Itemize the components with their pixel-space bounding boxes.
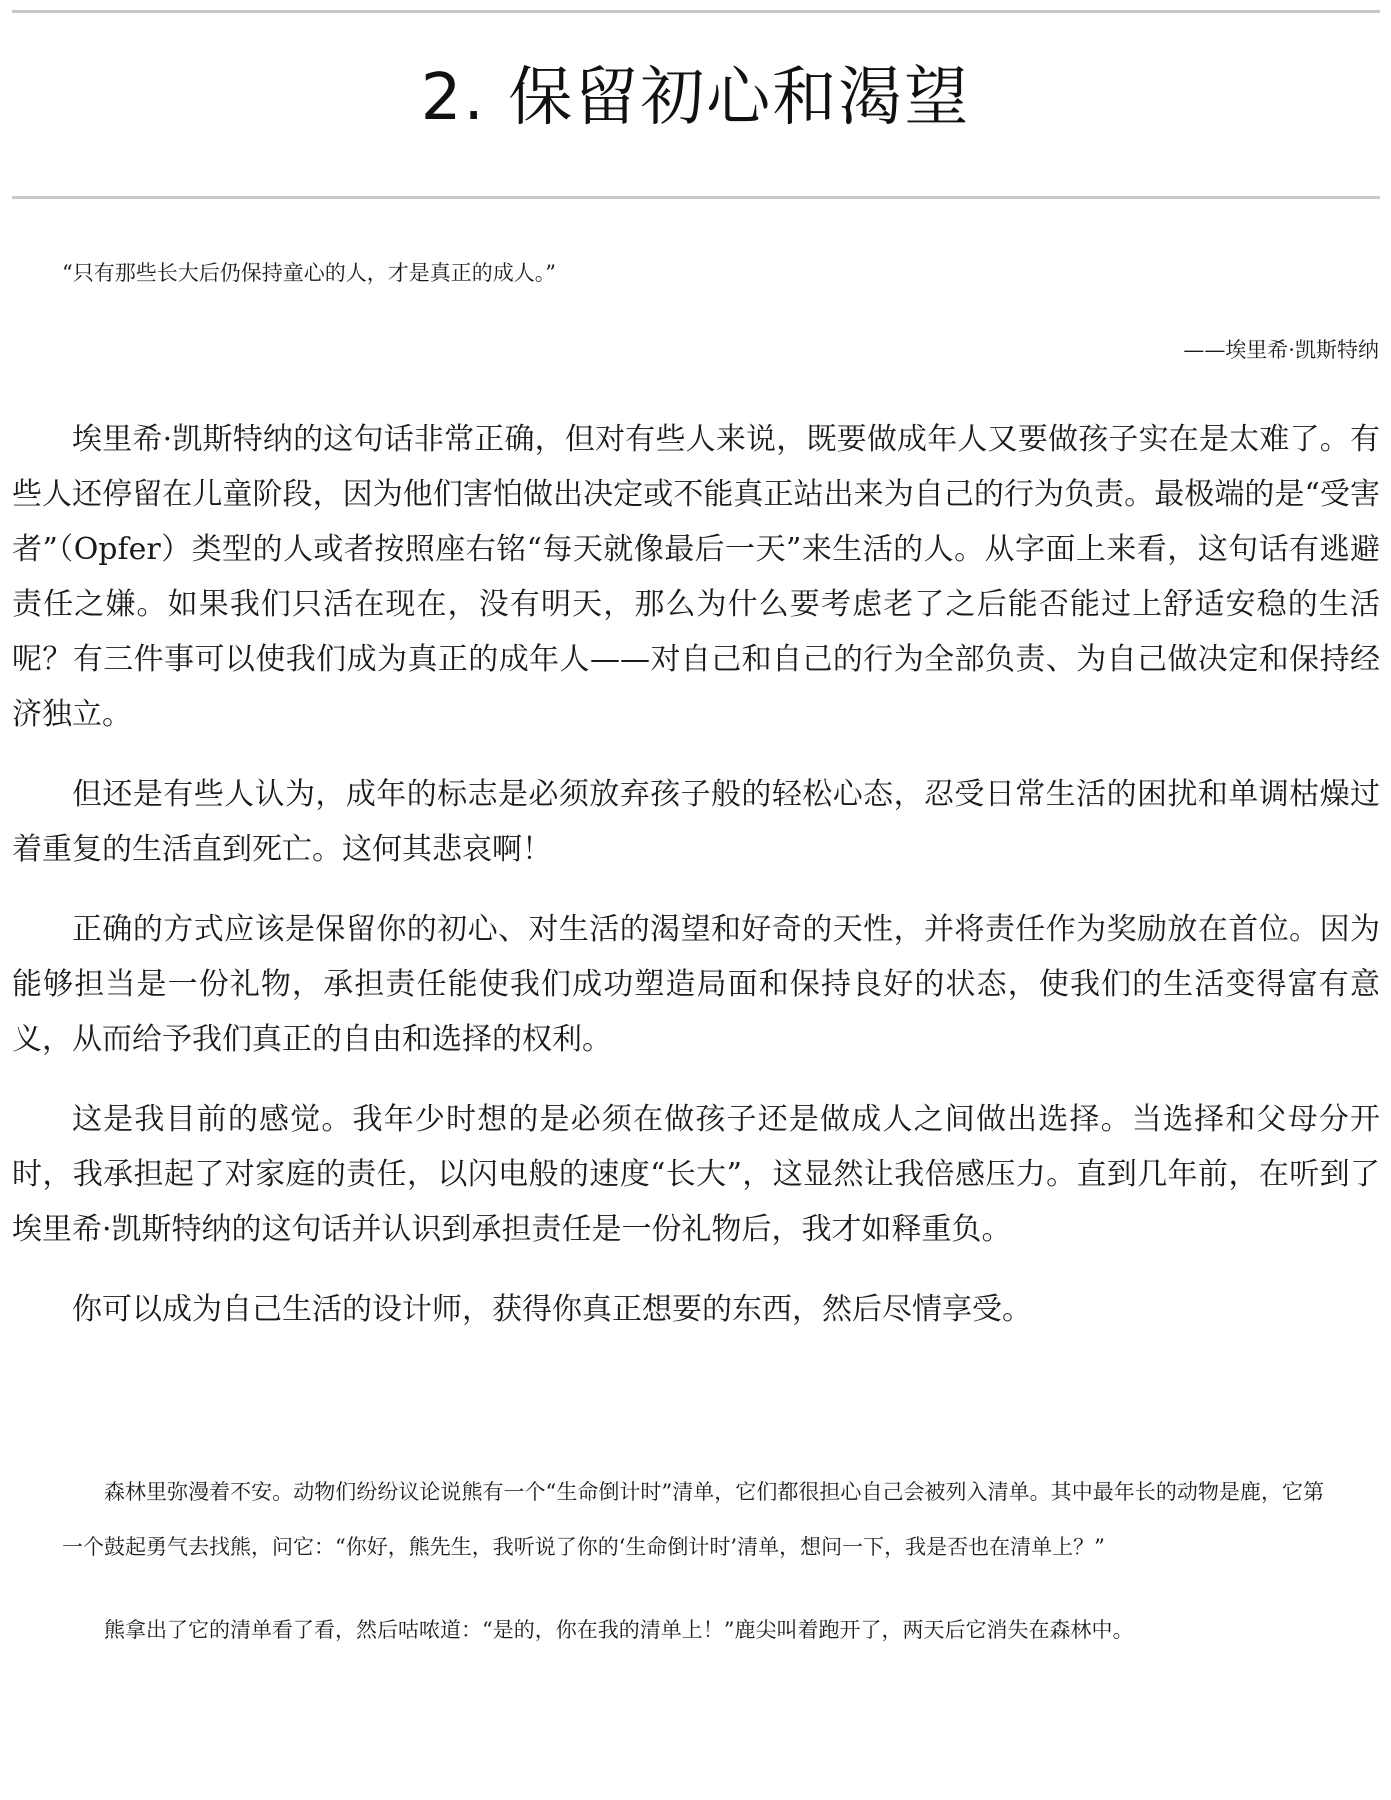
top-divider	[12, 10, 1380, 13]
story-paragraph: 熊拿出了它的清单看了看，然后咕哝道：“是的，你在我的清单上！”鹿尖叫着跑开了，两天后它消失在森林中。	[104, 1618, 1134, 1642]
body-paragraph: 这是我目前的感觉。我年少时想的是必须在做孩子还是做成人之间做出选择。当选择和父母分开时，我承担起了对家庭的责任，以闪电般的速度“长大”，这显然让我倍感压力。直到几年前，在听到了埃里希·凯斯特纳的这句话并认识到承担责任是一份礼物后，我才如释重负。	[12, 1102, 1380, 1247]
body-paragraph: 你可以成为自己生活的设计师，获得你真正想要的东西，然后尽情享受。	[72, 1292, 1032, 1327]
body-text	[12, 412, 1380, 1362]
epigraph-attribution: ——埃里希·凯斯特纳	[1183, 338, 1379, 362]
epigraph-quote: “只有那些长大后仍保持童心的人，才是真正的成人。”	[62, 261, 556, 285]
story-paragraph: 森林里弥漫着不安。动物们纷纷议论说熊有一个“生命倒计时”清单，它们都很担心自己会被列入清单。其中最年长的动物是鹿，它第一个鼓起勇气去找熊，问它：“你好，熊先生，我听说了你的‘生命倒计时’清单，想问一下，我是否也在清单上？”	[62, 1480, 1324, 1559]
body-paragraph: 正确的方式应该是保留你的初心、对生活的渴望和好奇的天性，并将责任作为奖励放在首位。因为能够担当是一份礼物，承担责任能使我们成功塑造局面和保持良好的状态，使我们的生活变得富有意义，从而给予我们真正的自由和选择的权利。	[12, 912, 1380, 1057]
body-paragraph: 但还是有些人认为，成年的标志是必须放弃孩子般的轻松心态，忍受日常生活的困扰和单调枯燥过着重复的生活直到死亡。这何其悲哀啊！	[12, 777, 1380, 867]
title-divider	[12, 196, 1380, 199]
chapter-title: 2. 保留初心和渴望	[420, 61, 971, 135]
body-paragraph: 埃里希·凯斯特纳的这句话非常正确，但对有些人来说，既要做成年人又要做孩子实在是太难了。有些人还停留在儿童阶段，因为他们害怕做出决定或不能真正站出来为自己的行为负责。最极端的是“受害者”（Opfer）类型的人或者按照座右铭“每天就像最后一天”来生活的人。从字面上来看，这句话有逃避责任之嫌。如果我们只活在现在，没有明天，那么为什么要考虑老了之后能否能过上舒适安稳的生活呢？有三件事可以使我们成为真正的成年人——对自己和自己的行为全部负责、为自己做决定和保持经济独立。	[12, 422, 1380, 732]
story-text	[62, 1465, 1324, 1686]
